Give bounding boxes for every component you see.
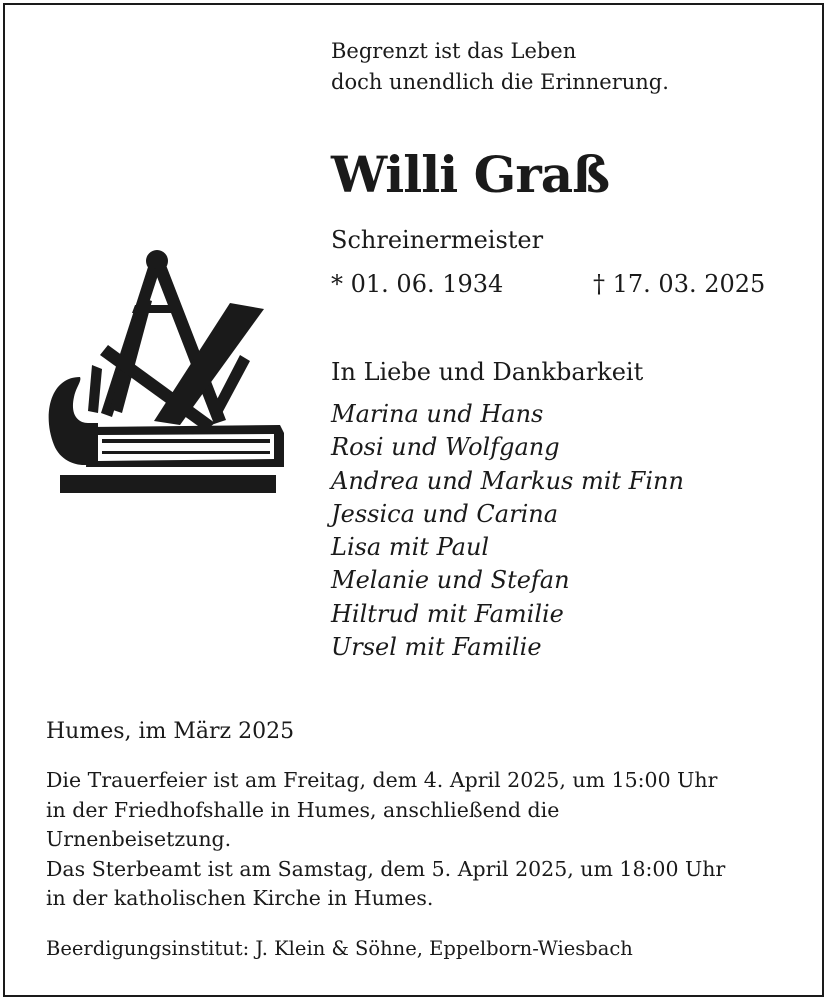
- details-line: Die Trauerfeier ist am Freitag, dem 4. April 2025, um 15:00 Uhr: [46, 768, 718, 792]
- service-details: [46, 766, 725, 914]
- details-line: in der Friedhofshalle in Humes, anschließend die: [46, 797, 560, 822]
- list-item: Rosi und Wolfgang: [331, 433, 560, 462]
- list-item: Melanie und Stefan: [331, 566, 570, 595]
- quote-line: Begrenzt ist das Leben: [331, 39, 577, 63]
- details-line: in der katholischen Kirche in Humes.: [46, 886, 434, 910]
- mourners-list: [331, 398, 684, 664]
- deceased-profession: Schreinermeister: [331, 226, 544, 254]
- list-item: Marina und Hans: [331, 400, 544, 428]
- list-item: Ursel mit Familie: [331, 633, 542, 662]
- list-item: Hiltrud mit Familie: [331, 599, 564, 628]
- death-date: † 17. 03. 2025: [593, 270, 766, 298]
- birth-date: * 01. 06. 1934: [331, 270, 504, 298]
- place-date: Humes, im März 2025: [46, 719, 295, 744]
- thanks-line: In Liebe und Dankbarkeit: [331, 358, 644, 386]
- funeral-home: Beerdigungsinstitut: J. Klein & Söhne, Eppelborn-Wiesbach: [46, 937, 633, 960]
- deceased-name: Willi Graß: [331, 145, 610, 204]
- list-item: Jessica und Carina: [331, 499, 559, 528]
- carpenter-tools-icon: [40, 245, 290, 500]
- epigraph-quote: [331, 36, 669, 98]
- details-line: Das Sterbeamt ist am Samstag, dem 5. April 2025, um 18:00 Uhr: [46, 856, 726, 881]
- quote-line: doch unendlich die Erinnerung.: [331, 70, 669, 94]
- details-line: Urnenbeisetzung.: [46, 827, 232, 851]
- list-item: Andrea und Markus mit Finn: [331, 466, 684, 495]
- list-item: Lisa mit Paul: [331, 533, 490, 562]
